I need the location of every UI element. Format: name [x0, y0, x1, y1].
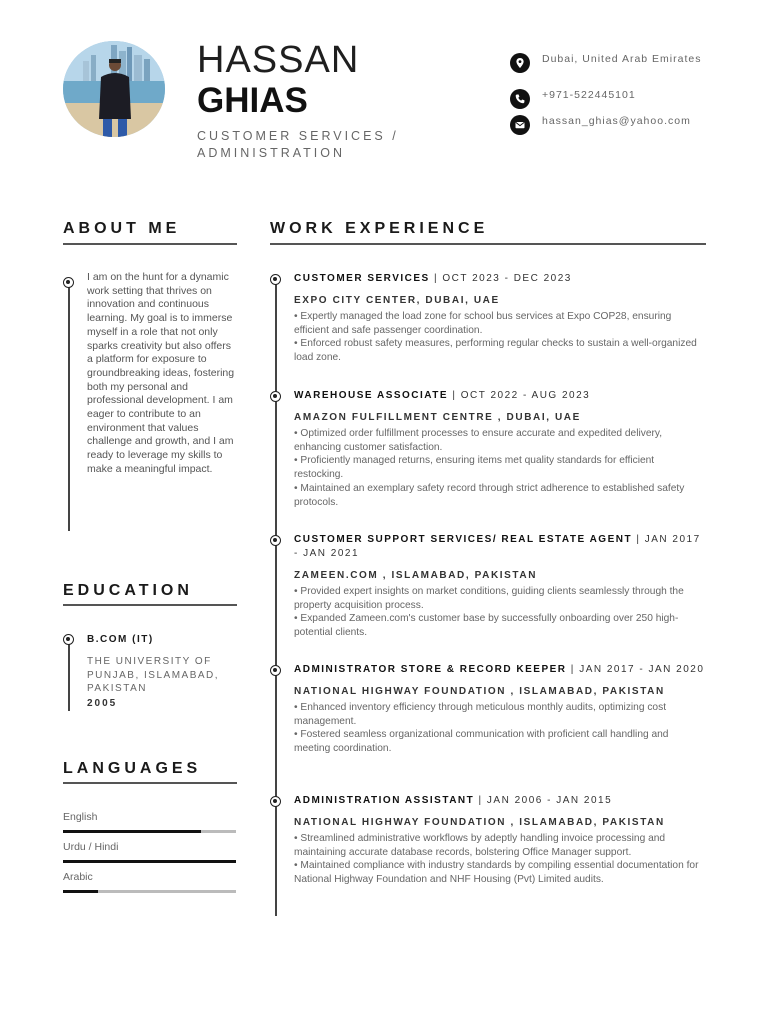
job-bullet-icon — [270, 274, 281, 285]
job-dates: OCT 2023 - DEC 2023 — [442, 273, 572, 284]
about-bullet-icon — [63, 277, 74, 288]
contact-location — [510, 53, 730, 73]
education-timeline-line — [68, 640, 70, 711]
education-year: 2005 — [87, 698, 118, 709]
phone-text[interactable]: +971-522445101 — [542, 89, 636, 101]
job-position: CUSTOMER SERVICES — [294, 273, 430, 284]
job-company: NATIONAL HIGHWAY FOUNDATION , ISLAMABAD, PAKISTAN — [294, 686, 665, 697]
about-divider — [63, 243, 237, 245]
job-bullet-icon — [270, 796, 281, 807]
job-position: ADMINISTRATOR STORE & RECORD KEEPER — [294, 664, 567, 675]
job-bullet-text: • Optimized order fulfillment processes to ensure accurate and expedited delivery, enhancing customer satisfaction. — [294, 428, 663, 453]
work-divider — [270, 243, 706, 245]
job-bullet-text: • Enforced robust safety measures, performing regular checks to sustain a well-organized load zone. — [294, 338, 697, 364]
job-bullets — [294, 832, 706, 887]
language-level-bar — [63, 890, 236, 893]
job-company: NATIONAL HIGHWAY FOUNDATION , ISLAMABAD, PAKISTAN — [294, 817, 665, 828]
job-entry — [294, 272, 706, 365]
email-text[interactable]: hassan_ghias@yahoo.com — [542, 115, 691, 127]
job-title: CUSTOMER SERVICES | OCT 2023 - DEC 2023 — [294, 273, 572, 284]
job-entry — [294, 663, 706, 756]
languages-heading: LANGUAGES — [63, 760, 202, 777]
job-bullet-text: • Expertly managed the load zone for school bus services at Expo COP28, ensuring efficient and safe passenger coordination. — [294, 311, 672, 336]
language-item — [63, 811, 236, 833]
job-bullet-text: • Expanded Zameen.com's customer base by successfully onboarding over 250 high-potential clients. — [294, 613, 679, 639]
job-dates: OCT 2022 - AUG 2023 — [460, 390, 591, 401]
about-timeline-line — [68, 283, 70, 531]
job-title: ADMINISTRATION ASSISTANT | JAN 2006 - JAN 2015 — [294, 795, 613, 806]
job-title: WAREHOUSE ASSOCIATE | OCT 2022 - AUG 2023 — [294, 390, 591, 401]
last-name: GHIAS — [197, 81, 308, 120]
job-bullets — [294, 427, 706, 509]
language-level-bar — [63, 830, 236, 833]
education-heading: EDUCATION — [63, 582, 193, 599]
job-bullet-text: • Proficiently managed returns, ensuring items met quality standards for efficient restocking. — [294, 455, 655, 481]
job-entry — [294, 389, 706, 509]
job-bullet-text: • Maintained compliance with industry standards by compiling essential documentation for National Highway Foundation and NHF Housing (Pvt) Limited audits. — [294, 860, 699, 886]
profile-photo — [63, 41, 165, 137]
job-bullet-text: • Fostered seamless organizational communication with proficient call handling and meeting coordination. — [294, 729, 669, 755]
job-title: CUSTOMER SUPPORT SERVICES/ REAL ESTATE AGENT | JAN 2017 - JAN 2021 — [294, 534, 701, 559]
education-school: THE UNIVERSITY OF PUNJAB, ISLAMABAD, PAKISTAN — [87, 656, 220, 695]
job-position: ADMINISTRATION ASSISTANT — [294, 795, 475, 806]
location-pin-icon — [510, 53, 530, 73]
job-bullet-text: • Provided expert insights on market conditions, guiding clients seamlessly through the property acquisition process. — [294, 586, 684, 611]
job-dates: JAN 2006 - JAN 2015 — [486, 795, 613, 806]
language-level-fill — [63, 890, 98, 893]
language-level-bar — [63, 860, 236, 863]
location-text: Dubai, United Arab Emirates — [542, 53, 702, 65]
job-company: AMAZON FULFILLMENT CENTRE , DUBAI, UAE — [294, 412, 581, 423]
job-position: CUSTOMER SUPPORT SERVICES/ REAL ESTATE AGENT — [294, 534, 633, 545]
job-role: CUSTOMER SERVICES / ADMINISTRATION — [197, 129, 399, 160]
job-dates: JAN 2017 - JAN 2021 — [294, 534, 701, 559]
job-bullet-icon — [270, 535, 281, 546]
job-bullet-text: • Streamlined administrative workflows by adeptly handling invoice processing and maintaining accurate database records, bolstering Office Manager support. — [294, 833, 666, 858]
job-company: ZAMEEN.COM , ISLAMABAD, PAKISTAN — [294, 570, 538, 581]
job-position: WAREHOUSE ASSOCIATE — [294, 390, 449, 401]
email-icon — [510, 115, 530, 135]
job-entry — [294, 533, 706, 640]
phone-icon — [510, 89, 530, 109]
job-bullet-text: • Enhanced inventory efficiency through meticulous monthly audits, optimizing cost management. — [294, 702, 667, 727]
job-bullet-icon — [270, 665, 281, 676]
about-text: I am on the hunt for a dynamic work setting that thrives on innovation and continuous learning. My goal is to immerse myself in a role that not only sparks creativity but also offers a platform for exposure to groundbreaking ideas, fostering both my personal and professional development. I am eager to contribute to an environment that values challenge and growth, and I am ready to leverage my skills to make a meaningful impact. — [87, 271, 235, 475]
job-bullets — [294, 701, 706, 756]
contact-email — [510, 115, 730, 135]
job-bullet-text: • Maintained an exemplary safety record through strict adherence to established safety protocols. — [294, 482, 685, 508]
language-item — [63, 871, 236, 893]
education-degree: B.COM (IT) — [87, 634, 154, 645]
job-company: EXPO CITY CENTER, DUBAI, UAE — [294, 295, 500, 306]
work-heading: WORK EXPERIENCE — [270, 220, 489, 237]
education-bullet-icon — [63, 634, 74, 645]
work-timeline-line — [275, 280, 277, 916]
about-heading: ABOUT ME — [63, 220, 181, 237]
language-level-fill — [63, 830, 201, 833]
language-name: Urdu / Hindi — [63, 841, 119, 853]
job-entry — [294, 794, 706, 887]
job-bullet-icon — [270, 391, 281, 402]
language-level-fill — [63, 860, 236, 863]
job-bullets — [294, 585, 706, 640]
first-name: HASSAN — [197, 39, 360, 81]
contact-phone — [510, 89, 730, 109]
language-name: Arabic — [63, 871, 93, 883]
job-bullets — [294, 310, 706, 365]
job-title: ADMINISTRATOR STORE & RECORD KEEPER | JAN 2017 - JAN 2020 — [294, 664, 705, 675]
language-name: English — [63, 811, 98, 823]
language-item — [63, 841, 236, 863]
languages-divider — [63, 782, 237, 784]
job-dates: JAN 2017 - JAN 2020 — [579, 664, 705, 675]
education-divider — [63, 604, 237, 606]
